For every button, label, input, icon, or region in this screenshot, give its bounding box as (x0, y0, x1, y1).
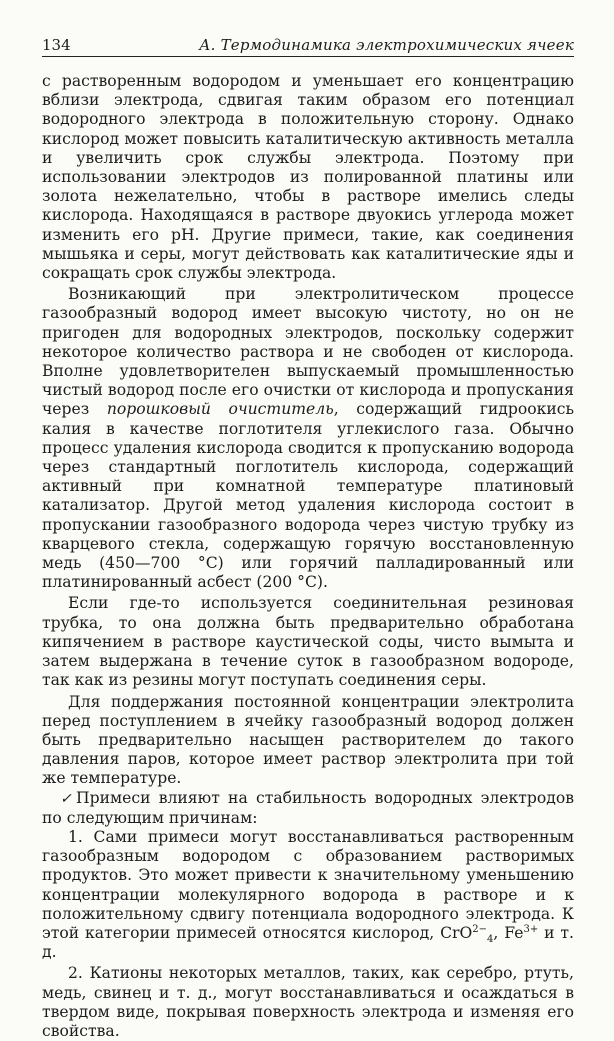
iron-charge: 3+ (523, 923, 539, 935)
page-header (42, 30, 574, 57)
body-text (42, 72, 574, 1041)
paragraph-oxygen-effects: с растворенным водородом и уменьшает его концентрацию вблизи электрода, сдвигая таким образом его потенциал водородного электрода в положительную сторону. Однако кислород может повысить каталитическую активность металла и увеличить срок службы электрода. Поэтому при использовании электродов из полированной платины или золота нежелательно, чтобы в растворе имелись следы кислорода. Находящаяся в растворе двуокись углерода может изменить его pH. Другие примеси, такие, как соединения мышьяка и серы, могут действовать как каталитические яды и сокращать срок службы электрода. (42, 72, 574, 283)
emphasized-term: порошковый очиститель (106, 400, 334, 419)
paragraph-text: , Fe (493, 923, 524, 942)
handwritten-check-mark: ✓ (60, 790, 76, 807)
paragraph-text: 1. Сами примеси могут восстанавливаться растворенным газообразным водородом с образованием растворимых продуктов. Это может привести к значительному уменьшению концентрации молекулярного водорода в растворе и к положительному сдвигу потенциала водородного электрода. К этой категории примесей относятся кислород, CrO (42, 827, 574, 942)
paragraph-text: и т. д. (42, 923, 575, 962)
paragraph-electrolyte-saturation: Для поддержания постоянной концентрации электролита перед поступлением в ячейку газообразный водород должен быть предварительно насыщен растворителем до такого давления паров, которое имеет раствор электролита при той же температуре. (42, 692, 574, 788)
chromate-charge: 2− (472, 923, 487, 935)
paragraph-text: Примеси влияют на стабильность водородных электродов по следующим причинам: (42, 788, 575, 827)
page-number: 134 (42, 36, 71, 54)
paragraph-rubber-tubing: Если где-то используется соединительная резиновая трубка, то она должна быть предварительно обработана кипячением в растворе каустической соды, чисто вымыта и затем выдержана в течение суток в газообразном водороде, так как из резины могут поступать соединения серы. (42, 594, 574, 690)
paragraph-text: , содержащий гидроокись калия в качестве поглотителя углекислого газа. Обычно процесс удаления кислорода сводится к пропусканию водорода через стандартный поглотитель кислорода, содержащий активный при комнатной температуре платиновый катализатор. Другой метод удаления кислорода состоит в пропускании газообразного водорода через чистую трубку из кварцевого стекла, содержащую горячую восстановленную медь (450—700 °C) или горячий палладированный или платинированный асбест (200 °C). (42, 400, 574, 592)
paragraph-text: Возникающий при электролитическом процессе газообразный водород имеет высокую чистоту, но он не пригоден для водородных электродов, поскольку содержит некоторое количество раствора и не свободен от кислорода. Вполне удовлетворителен выпускаемый промышленностью чистый водород после его очистки от кислорода и пропускания через (42, 285, 574, 419)
paragraph-impurities-intro (42, 789, 574, 828)
paragraph-reason-2: 2. Катионы некоторых металлов, таких, как серебро, ртуть, медь, свинец и т. д., могут восстанавливаться и осаждаться в твердом виде, покрывая поверхность электрода и изменяя его свойства. (42, 964, 574, 1040)
paragraph-reason-1 (42, 828, 574, 962)
paragraph-hydrogen-purification (42, 285, 574, 592)
running-title: А. Термодинамика электрохимических ячеек (199, 36, 574, 54)
chromate-subscript: 4 (487, 934, 494, 946)
